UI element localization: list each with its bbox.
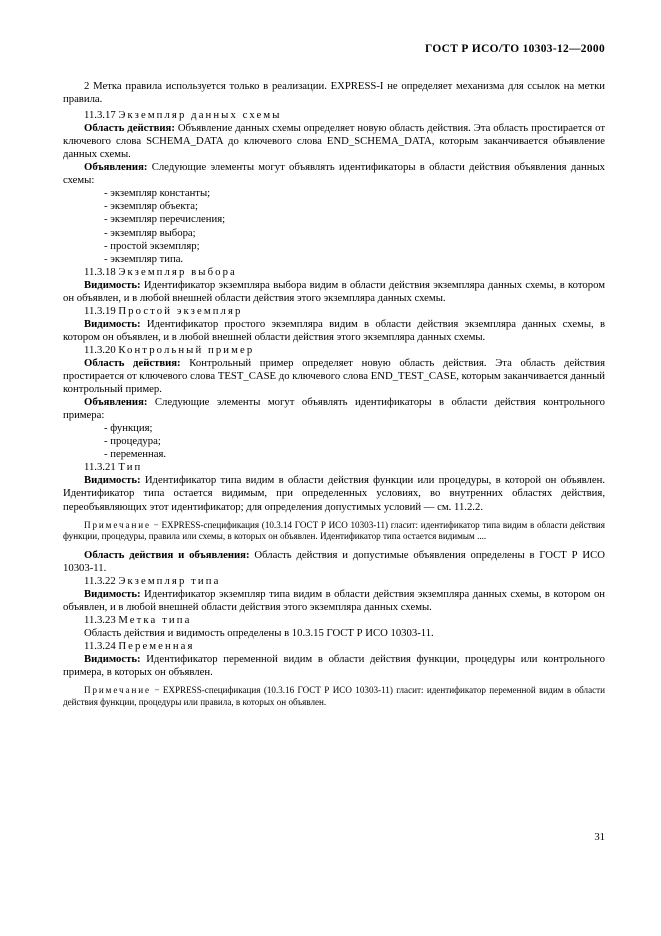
heading-title: Экземпляр типа bbox=[118, 574, 221, 587]
heading-title: Тип bbox=[118, 461, 143, 474]
visibility-label: Видимость: bbox=[84, 474, 141, 487]
standard-title: ГОСТ Р ИСО/ТО 10303-12—2000 bbox=[425, 43, 605, 55]
visibility-label: Видимость: bbox=[84, 278, 141, 291]
note-dash: − bbox=[150, 519, 162, 530]
heading-11-3-24 bbox=[63, 640, 605, 653]
paragraph-scope-declarations-11-3-21 bbox=[63, 549, 605, 575]
paragraph-visibility-11-3-24 bbox=[63, 653, 605, 679]
paragraph-scope-11-3-20 bbox=[63, 357, 605, 396]
page-number: 31 bbox=[594, 831, 605, 843]
scope-label: Область действия: bbox=[84, 356, 181, 369]
note-dash: − bbox=[150, 685, 163, 696]
scope-declarations-label: Область действия и объявления: bbox=[84, 548, 250, 561]
visibility-text: Идентификатор экземпляр типа видим в области действия экземпляра данных схемы, в котором он объявлен, и в любой внешней области действия этого экземпляра данных схемы. bbox=[63, 587, 606, 613]
visibility-label: Видимость: bbox=[84, 587, 141, 600]
list-item: - функция; bbox=[104, 422, 153, 435]
scope-label: Область действия: bbox=[84, 122, 175, 135]
note-11-3-24 bbox=[63, 685, 605, 708]
heading-number: 11.3.23 bbox=[84, 613, 116, 626]
heading-number: 11.3.18 bbox=[84, 265, 116, 278]
page-content bbox=[63, 80, 605, 708]
list-item: - экземпляр перечисления; bbox=[104, 213, 226, 226]
declarations-label: Объявления: bbox=[84, 396, 148, 409]
heading-title: Метка типа bbox=[118, 613, 192, 626]
heading-11-3-19 bbox=[63, 305, 605, 318]
heading-title: Простой экземпляр bbox=[118, 304, 243, 317]
scope-text: Контрольный пример определяет новую область действия. Эта область действия простирается от ключевого слова TEST_CASE до ключевого слова END_TEST_CASE, которым заканчивается данный контрольный пример. bbox=[63, 356, 606, 396]
paragraph-visibility-11-3-22 bbox=[63, 588, 605, 614]
paragraph-visibility-11-3-18 bbox=[63, 279, 605, 305]
heading-11-3-23 bbox=[63, 614, 605, 627]
list-item: - экземпляр константы; bbox=[104, 187, 211, 200]
paragraph-declarations-11-3-17 bbox=[63, 161, 605, 187]
note-text: EXPRESS-спецификация (10.3.16 ГОСТ Р ИСО 10303-11) гласит: идентификатор переменной видим в области действия функции, процедуры или правила, в которых он объявлен. bbox=[63, 685, 605, 707]
heading-number: 11.3.24 bbox=[84, 640, 116, 653]
heading-number: 11.3.20 bbox=[84, 343, 116, 356]
intro-note-paragraph: 2 Метка правила используется только в реализации. EXPRESS-I не определяет механизма для ссылок на метки правила. bbox=[63, 80, 605, 106]
heading-title: Экземпляр выбора bbox=[118, 265, 237, 278]
heading-11-3-21 bbox=[63, 461, 605, 474]
note-label: Примечание bbox=[84, 519, 151, 530]
list-item: - процедура; bbox=[104, 435, 161, 448]
declarations-text: Следующие элементы могут объявлять идентификаторы в области действия контрольного примера: bbox=[63, 396, 605, 422]
heading-title: Переменная bbox=[118, 640, 195, 653]
declarations-text: Следующие элементы могут объявлять идентификаторы в области действия объявления данных схемы: bbox=[63, 161, 605, 187]
paragraph-11-3-23: Область действия и видимость определены в 10.3.15 ГОСТ Р ИСО 10303-11. bbox=[84, 627, 434, 640]
heading-title: Экземпляр данных схемы bbox=[118, 109, 282, 122]
visibility-label: Видимость: bbox=[84, 317, 141, 330]
heading-11-3-18 bbox=[63, 266, 605, 279]
heading-11-3-17 bbox=[63, 109, 605, 122]
paragraph-visibility-11-3-21 bbox=[63, 474, 605, 513]
note-11-3-21 bbox=[63, 520, 605, 543]
visibility-label: Видимость: bbox=[84, 653, 141, 666]
list-item: - экземпляр типа. bbox=[104, 252, 184, 265]
visibility-text: Идентификатор простого экземпляра видим в области действия экземпляра данных схемы, в котором он объявлен, и в любой внешней области действия этого экземпляра данных схемы. bbox=[63, 317, 606, 343]
declarations-label: Объявления: bbox=[84, 161, 148, 174]
list-item: - экземпляр объекта; bbox=[104, 200, 198, 213]
heading-number: 11.3.21 bbox=[84, 461, 116, 474]
note-label: Примечание bbox=[84, 685, 151, 696]
list-item: - экземпляр выбора; bbox=[104, 226, 196, 239]
paragraph-declarations-11-3-20 bbox=[63, 396, 605, 422]
heading-title: Контрольный пример bbox=[118, 343, 255, 356]
heading-number: 11.3.17 bbox=[84, 109, 116, 122]
visibility-text: Идентификатор экземпляра выбора видим в области действия экземпляра данных схемы, в котором он объявлен, и в любой внешней области действия этого экземпляра данных схемы. bbox=[63, 278, 606, 304]
scope-declarations-text: Область действия и допустимые объявления определены в ГОСТ Р ИСО 10303-11. bbox=[63, 548, 605, 574]
page-header bbox=[63, 43, 605, 55]
heading-11-3-22 bbox=[63, 575, 605, 588]
visibility-text: Идентификатор переменной видим в области действия функции, процедуры или контрольного примера, в которых он объявлен. bbox=[63, 653, 605, 679]
list-item: - простой экземпляр; bbox=[104, 239, 200, 252]
heading-11-3-20 bbox=[63, 344, 605, 357]
heading-number: 11.3.19 bbox=[84, 304, 116, 317]
note-text: EXPRESS-спецификация (10.3.14 ГОСТ Р ИСО 10303-11) гласит: идентификатор типа видим в области действия функции, процедуры, правила или схемы, в которых он объявлен. Идентификатор типа остается видимым .... bbox=[63, 519, 605, 542]
paragraph-visibility-11-3-19 bbox=[63, 318, 605, 344]
visibility-text: Идентификатор типа видим в области действия функции или процедуры, в которой он объявлен. Идентификатор типа остается видимым, при определенных условиях, во внутренних областях действия, переобъявляющих этот идентификатор; для определения допустимых условий — см. 11.2.2. bbox=[63, 474, 605, 513]
paragraph-scope-11-3-17 bbox=[63, 122, 605, 161]
list-item: - переменная. bbox=[104, 448, 167, 461]
scope-text: Объявление данных схемы определяет новую область действия. Эта область простирается от ключевого слова SCHEMA_DATA до ключевого слова END_SCHEMA_DATA, которым заканчивается объявление данных схемы. bbox=[63, 122, 606, 161]
heading-number: 11.3.22 bbox=[84, 574, 116, 587]
